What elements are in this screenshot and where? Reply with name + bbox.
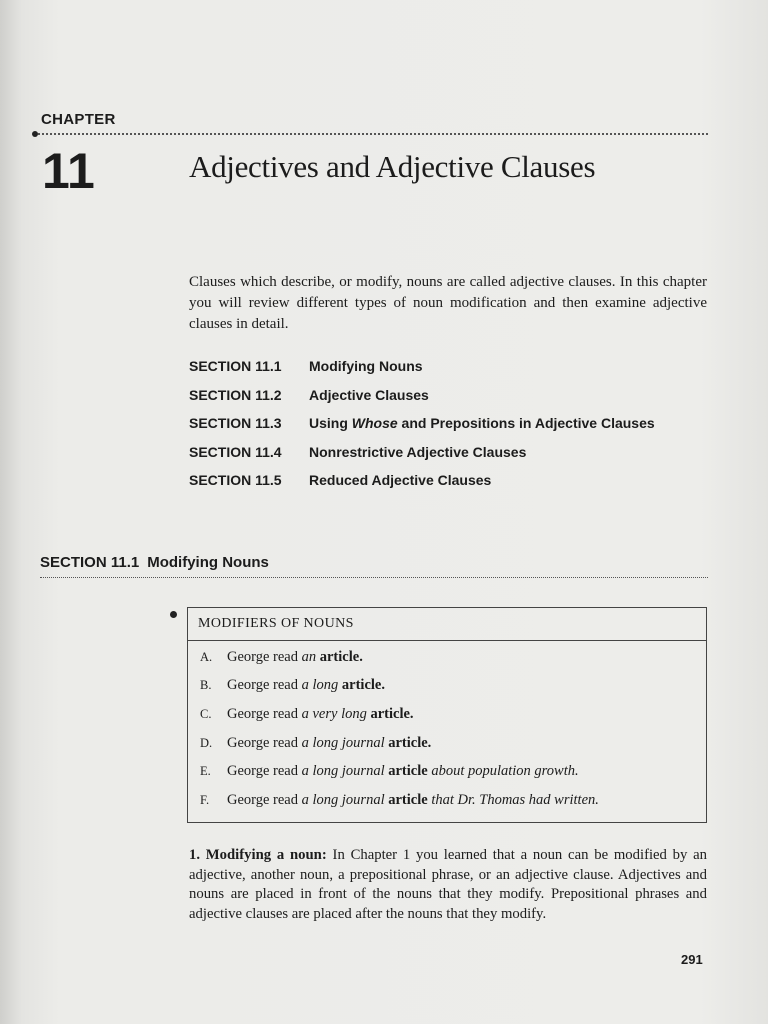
modifier-example-letter: A. <box>200 649 213 664</box>
section-list-number: SECTION 11.5 <box>189 472 282 489</box>
chapter-number: 11 <box>42 143 95 199</box>
modifier-example-sentence <box>227 763 579 780</box>
modifier-example-noun: article. <box>341 677 385 694</box>
chapter-title: Adjectives and Adjective Clauses <box>189 149 596 184</box>
modifier-example-noun: article. <box>370 705 414 722</box>
section-dotted-rule <box>40 577 708 578</box>
section-list-title-text: Using <box>309 415 352 432</box>
modifier-example-noun: article. <box>319 648 363 665</box>
modifier-example-sentence <box>227 677 385 694</box>
modifier-example-letter: D. <box>200 735 213 750</box>
modifier-example-noun: article <box>388 763 428 780</box>
modifier-example-noun: article. <box>388 734 432 751</box>
modifier-example-row <box>188 757 706 786</box>
section-heading-number: SECTION 11.1 <box>40 554 140 571</box>
section-list-item <box>189 438 709 467</box>
section-list-title <box>309 444 526 460</box>
section-list-title <box>309 358 423 374</box>
section-list-title-text: Adjective Clauses <box>309 386 429 403</box>
section-list-number: SECTION 11.1 <box>189 358 282 375</box>
modifier-example-plain: George read <box>227 734 302 751</box>
section-list-item <box>189 466 709 495</box>
modifier-example-modifier: a long <box>301 677 339 694</box>
modifier-example-postmodifier: about population growth. <box>431 763 579 780</box>
modifiers-box <box>187 607 707 823</box>
modifier-example-modifier: an <box>301 648 317 665</box>
body-paragraph-text: In Chapter 1 you learned that a noun can be modified by an adjective, another noun, a prepositional phrase, or an adjective clause. Adjectives and nouns are placed in front of the nouns that they modify. Prepositional phrases and adjective clauses are placed after the nouns that they modify. <box>189 847 708 922</box>
section-list-title <box>309 472 491 488</box>
modifier-example-plain: George read <box>227 705 302 722</box>
modifier-example-sentence <box>227 735 431 752</box>
box-bullet <box>170 611 177 618</box>
modifier-example-modifier: a very long <box>301 705 367 722</box>
modifier-example-letter: E. <box>200 764 211 779</box>
section-list-title-text: Nonrestrictive Adjective Clauses <box>309 443 527 460</box>
body-paragraph <box>189 846 707 924</box>
modifier-example-sentence <box>227 649 363 666</box>
modifier-example-modifier: a long journal <box>301 763 385 780</box>
section-list-item <box>189 409 709 438</box>
modifiers-box-rows <box>188 641 706 815</box>
modifier-example-plain: George read <box>227 763 302 780</box>
section-list-item <box>189 352 709 381</box>
section-list-title-text: and Prepositions in Adjective Clauses <box>397 415 655 432</box>
modifier-example-letter: C. <box>200 706 212 721</box>
chapter-intro: Clauses which describe, or modify, nouns are called adjective clauses. In this chapter you will review different types of noun modification and then examine adjective clauses in detail. <box>189 274 707 332</box>
chapter-dotted-rule <box>38 133 708 135</box>
chapter-label: CHAPTER <box>41 111 116 128</box>
modifier-example-sentence <box>227 792 599 809</box>
modifier-example-row <box>188 672 706 701</box>
modifiers-box-header: MODIFIERS OF NOUNS <box>188 608 706 641</box>
modifier-example-letter: B. <box>200 678 212 693</box>
section-list-number: SECTION 11.2 <box>189 386 282 403</box>
section-heading-title: Modifying Nouns <box>147 554 269 571</box>
modifier-example-row <box>188 643 706 672</box>
modifier-example-postmodifier: that Dr. Thomas had written. <box>431 791 599 808</box>
section-list-title-italic: Whose <box>351 415 398 432</box>
section-list-number: SECTION 11.4 <box>189 443 282 460</box>
section-list-number: SECTION 11.3 <box>189 415 282 432</box>
modifier-example-noun: article <box>388 791 428 808</box>
modifier-example-modifier: a long journal <box>301 734 385 751</box>
modifier-example-row <box>188 786 706 815</box>
modifier-example-plain: George read <box>227 677 302 694</box>
modifier-example-row <box>188 700 706 729</box>
modifier-example-plain: George read <box>227 648 302 665</box>
section-list-item <box>189 381 709 410</box>
modifier-example-row <box>188 729 706 758</box>
modifier-example-letter: F. <box>200 792 210 807</box>
section-list-title <box>309 387 429 403</box>
modifier-example-sentence <box>227 706 414 723</box>
section-list <box>189 352 709 495</box>
section-list-title-text: Reduced Adjective Clauses <box>309 472 492 489</box>
section-list-title <box>309 415 655 431</box>
section-heading <box>40 554 269 571</box>
section-list-title-text: Modifying Nouns <box>309 358 423 375</box>
body-paragraph-lead: 1. Modifying a noun: <box>189 847 327 863</box>
modifier-example-modifier: a long journal <box>301 791 385 808</box>
modifier-example-plain: George read <box>227 791 302 808</box>
page-number: 291 <box>681 952 703 967</box>
